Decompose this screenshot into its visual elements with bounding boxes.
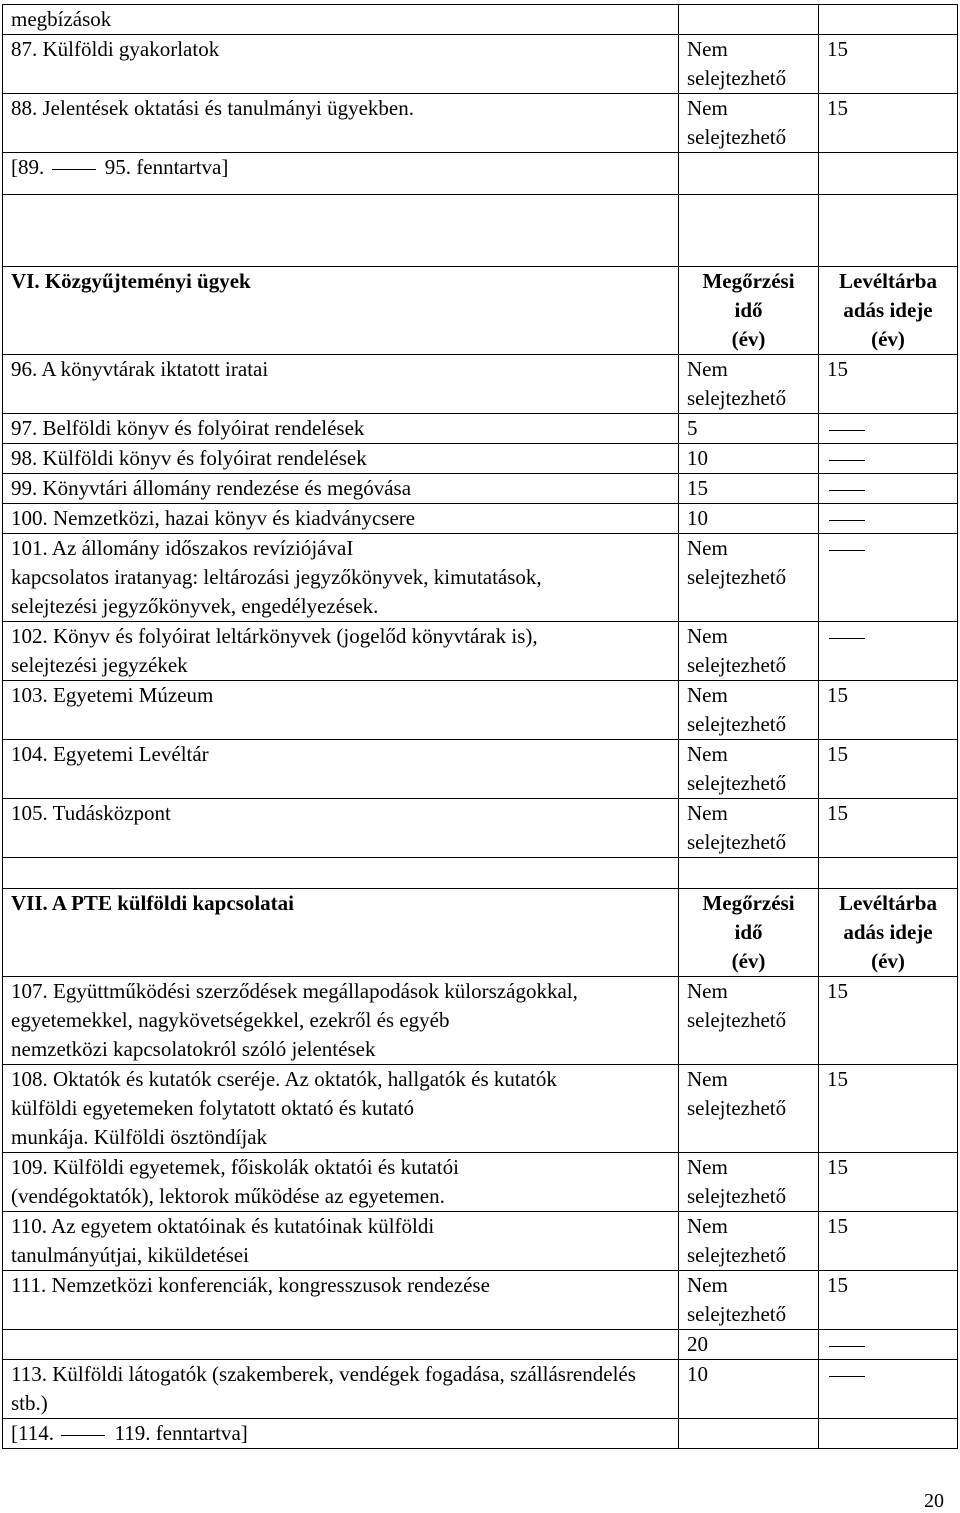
retention-period-cell <box>679 622 819 681</box>
archive-transfer-cell <box>819 504 958 534</box>
dash-mark <box>829 638 865 639</box>
retention-period-cell <box>679 1212 819 1271</box>
archive-transfer-cell <box>819 1330 958 1360</box>
cell-text: 98. Külföldi könyv és folyóirat rendelések <box>11 446 367 470</box>
document-type-cell <box>3 35 679 94</box>
cell-text: VII. A PTE külföldi kapcsolatai <box>11 891 294 915</box>
table-row <box>3 35 958 94</box>
table-row <box>3 444 958 474</box>
document-type-cell <box>3 977 679 1065</box>
dash-mark <box>829 1376 865 1377</box>
document-type-cell <box>3 622 679 681</box>
cell-text: 88. Jelentések oktatási és tanulmányi ügyekben. <box>11 96 414 120</box>
cell-text: 15 <box>827 801 848 825</box>
document-type-cell <box>3 94 679 153</box>
section-title <box>3 889 679 977</box>
archive-transfer-cell <box>819 153 958 195</box>
cell-text: 104. Egyetemi Levéltár <box>11 742 209 766</box>
cell-text: 113. Külföldi látogatók (szakemberek, vendégek fogadása, szállásrendelés stb.) <box>11 1362 636 1415</box>
archive-transfer-cell <box>819 1212 958 1271</box>
empty-cell <box>3 858 679 889</box>
retention-period-cell <box>679 534 819 622</box>
document-type-cell: [114. 119. fenntartva] <box>3 1419 679 1449</box>
table-row <box>3 740 958 799</box>
cell-text: 101. Az állomány időszakos revíziójávaI kapcsolatos iratanyag: leltározási jegyzőkönyvek, kimutatások, selejtezési jegyzőkönyvek, engedélyezések. <box>11 536 542 618</box>
archive-transfer-cell <box>819 444 958 474</box>
archive-transfer-cell <box>819 977 958 1065</box>
cell-text: 15 <box>827 37 848 61</box>
retention-period-cell <box>679 1153 819 1212</box>
cell-text: Nem selejtezhető <box>687 96 787 149</box>
cell-text: Nem selejtezhető <box>687 357 787 410</box>
cell-text: Nem selejtezhető <box>687 624 787 677</box>
dash-mark <box>829 520 865 521</box>
archive-transfer-cell <box>819 5 958 35</box>
retention-period-cell <box>679 35 819 94</box>
section-title <box>3 267 679 355</box>
table-row <box>3 1065 958 1153</box>
cell-text: Megőrzési idő (év) <box>702 269 795 351</box>
archive-transfer-cell <box>819 1153 958 1212</box>
table-row <box>3 1271 958 1330</box>
cell-text: Nem selejtezhető <box>687 1214 787 1267</box>
table-row <box>3 799 958 858</box>
document-type-cell <box>3 444 679 474</box>
retention-period-cell <box>679 1065 819 1153</box>
archive-transfer-header <box>819 267 958 355</box>
document-type-cell <box>3 1360 679 1419</box>
cell-text: 15 <box>827 683 848 707</box>
retention-schedule-table <box>2 4 958 1449</box>
table-row <box>3 474 958 504</box>
archive-transfer-cell <box>819 1419 958 1449</box>
cell-text: 10 <box>687 446 708 470</box>
cell-text: 109. Külföldi egyetemek, főiskolák oktatói és kutatói (vendégoktatók), lektorok működése az egyetemen. <box>11 1155 459 1208</box>
cell-text: VI. Közgyűjteményi ügyek <box>11 269 251 293</box>
section-header-row <box>3 889 958 977</box>
empty-cell <box>819 195 958 267</box>
cell-text: Megőrzési idő (év) <box>702 891 795 973</box>
cell-text: 15 <box>827 1214 848 1238</box>
cell-text: 103. Egyetemi Múzeum <box>11 683 214 707</box>
dash-mark <box>829 1346 865 1347</box>
document-type-cell: [89. 95. fenntartva] <box>3 153 679 195</box>
cell-text: Levéltárba adás ideje (év) <box>839 891 937 973</box>
archive-transfer-cell <box>819 355 958 414</box>
cell-text: Nem selejtezhető <box>687 1273 787 1326</box>
cell-text: 105. Tudásközpont <box>11 801 171 825</box>
retention-period-cell <box>679 414 819 444</box>
retention-period-header <box>679 267 819 355</box>
cell-text: 5 <box>687 416 698 440</box>
empty-cell <box>819 858 958 889</box>
table-row <box>3 5 958 35</box>
cell-text: Nem selejtezhető <box>687 536 787 589</box>
cell-text: 15 <box>827 1273 848 1297</box>
archive-transfer-cell <box>819 35 958 94</box>
dash-mark <box>829 430 865 431</box>
cell-text: 99. Könyvtári állomány rendezése és megóvása <box>11 476 412 500</box>
archive-transfer-cell <box>819 534 958 622</box>
spacer-row <box>3 858 958 889</box>
empty-cell <box>679 195 819 267</box>
retention-period-cell <box>679 355 819 414</box>
document-type-cell <box>3 1153 679 1212</box>
cell-text: 20 <box>687 1332 708 1356</box>
table-row <box>3 1419 958 1449</box>
retention-period-cell <box>679 977 819 1065</box>
cell-text: 10 <box>687 1362 708 1386</box>
cell-text: Nem selejtezhető <box>687 37 787 90</box>
archive-transfer-cell <box>819 474 958 504</box>
cell-text: 108. Oktatók és kutatók cseréje. Az oktatók, hallgatók és kutatók külföldi egyetemeken folytatott oktató és kutató munkája. Külföldi ösztöndíjak <box>11 1067 557 1149</box>
table-row <box>3 355 958 414</box>
table-row <box>3 681 958 740</box>
table-row <box>3 1330 958 1360</box>
dash-mark <box>829 490 865 491</box>
table-row <box>3 414 958 444</box>
retention-period-cell <box>679 1419 819 1449</box>
retention-period-cell <box>679 5 819 35</box>
dash-mark <box>829 550 865 551</box>
retention-period-cell <box>679 153 819 195</box>
page-number: 20 <box>924 1490 944 1512</box>
archive-transfer-cell <box>819 1271 958 1330</box>
document-type-cell <box>3 799 679 858</box>
table-row <box>3 504 958 534</box>
cell-text: megbízások <box>11 7 112 31</box>
archive-transfer-cell <box>819 414 958 444</box>
cell-text: 87. Külföldi gyakorlatok <box>11 37 220 61</box>
retention-period-cell <box>679 444 819 474</box>
cell-text: 110. Az egyetem oktatóinak és kutatóinak külföldi tanulmányútjai, kiküldetései <box>11 1214 435 1267</box>
archive-transfer-cell <box>819 622 958 681</box>
document-type-cell <box>3 1271 679 1330</box>
dash-mark <box>829 460 865 461</box>
cell-text: 107. Együttműködési szerződések megállapodások külországokkal, egyetemekkel, nagykövetségekkel, ezekről és egyéb nemzetközi kapcsolatokról szóló jelentések <box>11 979 578 1061</box>
archive-transfer-cell <box>819 681 958 740</box>
table-row <box>3 1360 958 1419</box>
retention-period-cell <box>679 1330 819 1360</box>
document-type-cell <box>3 681 679 740</box>
document-type-cell <box>3 1065 679 1153</box>
cell-text: 15 <box>827 357 848 381</box>
archive-transfer-cell <box>819 94 958 153</box>
table-row <box>3 153 958 195</box>
document-type-cell <box>3 355 679 414</box>
retention-period-cell <box>679 799 819 858</box>
document-type-cell <box>3 1212 679 1271</box>
table-row <box>3 622 958 681</box>
cell-text: 15 <box>827 742 848 766</box>
table-row <box>3 1153 958 1212</box>
document-type-cell <box>3 414 679 444</box>
cell-text: 15 <box>687 476 708 500</box>
table-row <box>3 534 958 622</box>
retention-period-cell <box>679 94 819 153</box>
cell-text: 96. A könyvtárak iktatott iratai <box>11 357 269 381</box>
document-type-cell <box>3 474 679 504</box>
cell-text: Nem selejtezhető <box>687 683 787 736</box>
cell-text: 100. Nemzetközi, hazai könyv és kiadványcsere <box>11 506 416 530</box>
cell-text: 10 <box>687 506 708 530</box>
retention-period-header <box>679 889 819 977</box>
document-type-cell <box>3 1330 679 1360</box>
empty-cell <box>3 195 679 267</box>
cell-text: Nem selejtezhető <box>687 801 787 854</box>
table-row <box>3 1212 958 1271</box>
archive-transfer-cell <box>819 1360 958 1419</box>
document-type-cell <box>3 5 679 35</box>
archive-transfer-cell <box>819 740 958 799</box>
retention-period-cell <box>679 681 819 740</box>
cell-text: 15 <box>827 1067 848 1091</box>
cell-text: Nem selejtezhető <box>687 1067 787 1120</box>
retention-period-cell <box>679 474 819 504</box>
archive-transfer-cell <box>819 1065 958 1153</box>
document-type-cell <box>3 504 679 534</box>
retention-period-cell <box>679 504 819 534</box>
table-row <box>3 94 958 153</box>
cell-text: 15 <box>827 96 848 120</box>
document-type-cell <box>3 740 679 799</box>
cell-text: 102. Könyv és folyóirat leltárkönyvek (jogelőd könyvtárak is), selejtezési jegyzékek <box>11 624 538 677</box>
table-row <box>3 977 958 1065</box>
cell-text: 97. Belföldi könyv és folyóirat rendelések <box>11 416 365 440</box>
document-type-cell <box>3 534 679 622</box>
cell-text: 15 <box>827 979 848 1003</box>
empty-cell <box>679 858 819 889</box>
section-header-row <box>3 267 958 355</box>
archive-transfer-cell <box>819 799 958 858</box>
cell-text: Nem selejtezhető <box>687 1155 787 1208</box>
retention-period-cell <box>679 740 819 799</box>
archive-transfer-header <box>819 889 958 977</box>
cell-text: Nem selejtezhető <box>687 742 787 795</box>
cell-text: 15 <box>827 1155 848 1179</box>
retention-period-cell <box>679 1271 819 1330</box>
spacer-row <box>3 195 958 267</box>
cell-text: Levéltárba adás ideje (év) <box>839 269 937 351</box>
cell-text: Nem selejtezhető <box>687 979 787 1032</box>
cell-text: 111. Nemzetközi konferenciák, kongresszusok rendezése <box>11 1273 490 1297</box>
retention-period-cell <box>679 1360 819 1419</box>
